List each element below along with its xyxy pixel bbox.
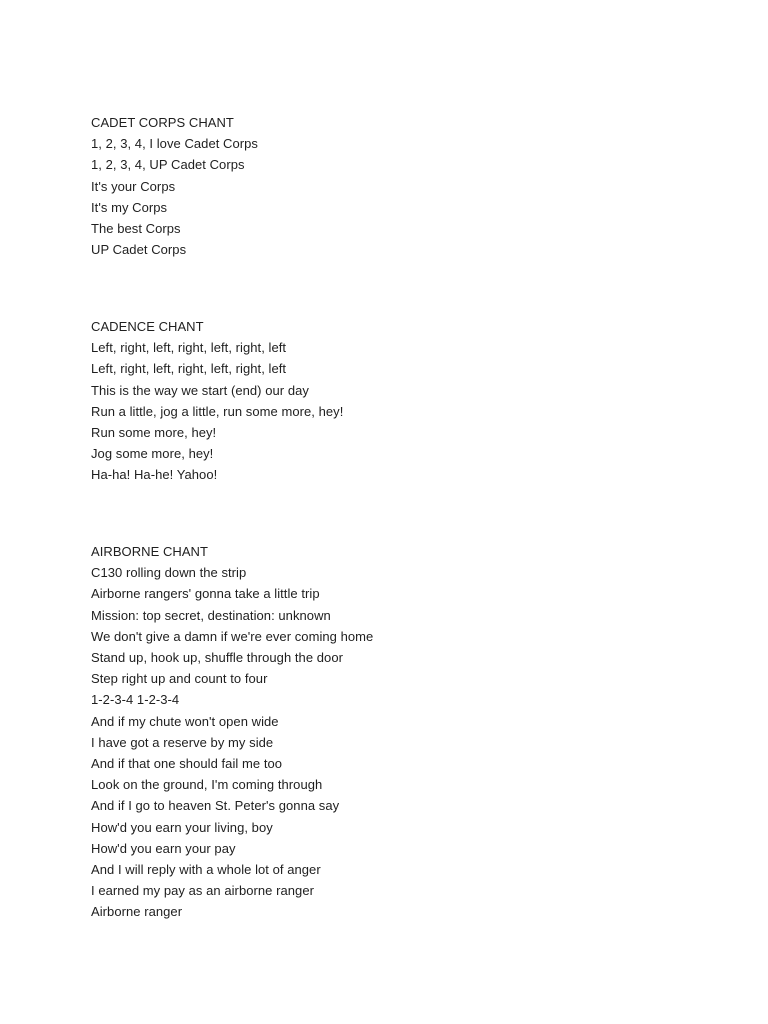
chant-line: Look on the ground, I'm coming through [91,777,323,793]
section-title: CADENCE CHANT [91,319,204,334]
section-title: CADET CORPS CHANT [91,115,234,130]
chant-line: And if I go to heaven St. Peter's gonna say [91,798,340,814]
airborne-chant-section [91,541,691,923]
chant-line: How'd you earn your living, boy [91,819,273,835]
chant-line: It's your Corps [91,178,176,194]
chant-line: Left, right, left, right, left, right, left [91,340,287,356]
chant-line: How'd you earn your pay [91,840,236,856]
chant-line: Left, right, left, right, left, right, left [91,361,287,377]
chant-line: Airborne ranger [91,904,183,920]
chant-line: The best Corps [91,221,181,237]
chant-line: Airborne rangers' gonna take a little trip [91,586,320,602]
chant-line: I earned my pay as an airborne ranger [91,883,314,899]
chant-line: UP Cadet Corps [91,242,187,258]
chant-line: It's my Corps [91,199,168,215]
chant-line: Step right up and count to four [91,671,268,687]
chant-line: Stand up, hook up, shuffle through the door [91,650,343,666]
chant-line: C130 rolling down the strip [91,565,247,581]
chant-line: Ha-ha! Ha-he! Yahoo! [91,467,218,483]
chant-line: We don't give a damn if we're ever coming home [91,628,374,644]
chant-line: And if that one should fail me too [91,756,283,772]
chant-line: 1, 2, 3, 4, I love Cadet Corps [91,136,258,152]
section-title: AIRBORNE CHANT [91,544,208,559]
chant-line: 1, 2, 3, 4, UP Cadet Corps [91,157,245,173]
chant-line: This is the way we start (end) our day [91,382,309,398]
chant-line: I have got a reserve by my side [91,734,274,750]
chant-line: Run some more, hey! [91,425,217,441]
chant-line: And if my chute won't open wide [91,713,279,729]
cadence-chant-section [91,316,691,486]
cadet-corps-chant-section [91,112,691,260]
chant-line: 1-2-3-4 1-2-3-4 [91,692,180,708]
chant-line: Run a little, jog a little, run some more, hey! [91,403,344,419]
chant-line: And I will reply with a whole lot of anger [91,862,321,878]
chant-line: Mission: top secret, destination: unknown [91,607,331,623]
chant-line: Jog some more, hey! [91,446,214,462]
